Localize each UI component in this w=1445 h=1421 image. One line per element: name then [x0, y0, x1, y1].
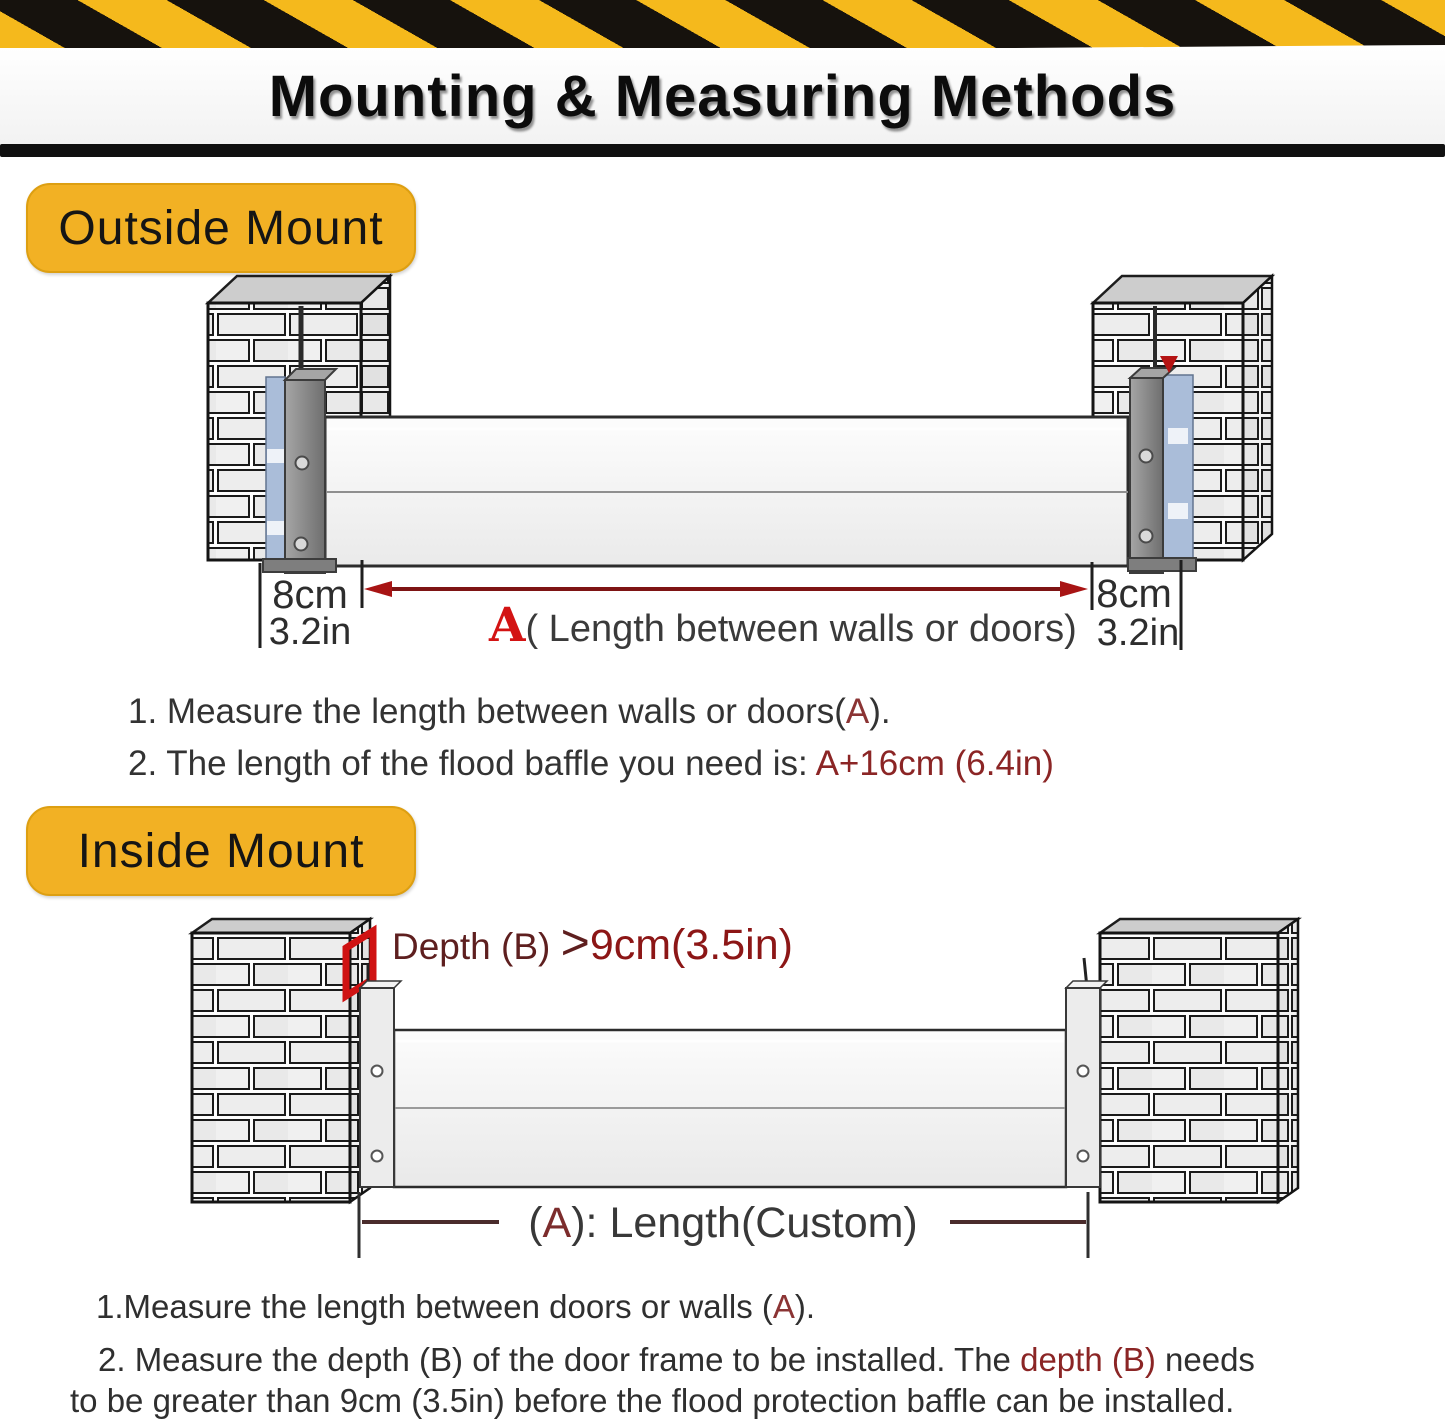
screw-hole [1140, 450, 1153, 463]
gasket-mark [1168, 428, 1188, 444]
bracket-base [1128, 558, 1196, 571]
left-frame-bracket [360, 981, 401, 1187]
flood-barrier-panel [394, 1030, 1066, 1187]
pillar-front-face [1100, 933, 1278, 1202]
outside-mount-badge [26, 183, 416, 273]
outside-mount-diagram [0, 270, 1445, 690]
gasket-mark [1168, 503, 1188, 519]
gasket-mark [267, 449, 284, 463]
outside-step-1: 1. Measure the length between walls or doors(A). [128, 692, 891, 731]
bracket-top [360, 981, 401, 988]
hazard-stripe-banner [0, 0, 1445, 55]
screw-hole [296, 457, 309, 470]
inside-mount-diagram [0, 900, 1445, 1300]
screw-hole [1078, 1066, 1089, 1077]
bracket-top [1066, 981, 1107, 988]
arrowhead-right-icon [1060, 581, 1088, 597]
bracket-base [263, 559, 336, 572]
flood-barrier-panel [325, 417, 1128, 566]
inside-step-2-continued: to be greater than 9cm (3.5in) before the flood protection baffle can be installed. [70, 1382, 1235, 1419]
depth-label: Depth (B) >9cm(3.5in) [392, 914, 793, 970]
gasket-strip [1163, 375, 1193, 568]
screw-hole [1078, 1151, 1089, 1162]
dim-left-cm: 8cm [272, 573, 348, 617]
dim-right-in: 3.2in [1096, 612, 1180, 654]
length-label: A( Length between walls or doors) [489, 598, 1077, 653]
inside-mount-label: Inside Mount [77, 824, 365, 878]
left-mounting-bracket [263, 369, 336, 573]
dim-left-in: 3.2in [268, 611, 352, 653]
inside-step-1: 1.Measure the length between doors or walls (A). [96, 1288, 816, 1325]
bracket-body [1130, 378, 1163, 573]
right-mounting-bracket [1128, 356, 1196, 573]
pillar-top-cap [208, 276, 390, 303]
pillar-front-face [192, 933, 350, 1202]
pillar-side-face [1243, 276, 1272, 560]
pillar-top-cap [1100, 919, 1298, 933]
outside-dimensions [260, 560, 1181, 654]
pillar-top-cap [192, 919, 370, 933]
length-custom-label: (A): Length(Custom) [528, 1199, 918, 1247]
screw-hole [1140, 530, 1153, 543]
left-brick-pillar [192, 919, 373, 1202]
screw-hole [295, 538, 308, 551]
page-title: Mounting & Measuring Methods [268, 64, 1177, 129]
gasket-strip [266, 377, 285, 571]
pillar-side-face [1278, 919, 1298, 1202]
arrowhead-left-icon [364, 581, 392, 597]
inside-dimensions [359, 1192, 1088, 1258]
inside-mount-badge [26, 806, 416, 896]
outside-step-2: 2. The length of the flood baffle you need is: A+16cm (6.4in) [128, 744, 1054, 783]
right-frame-bracket [1066, 958, 1107, 1187]
title-band [0, 48, 1445, 145]
screw-hole [372, 1066, 383, 1077]
inside-step-2: 2. Measure the depth (B) of the door frame to be installed. The depth (B) needs [98, 1341, 1255, 1378]
right-brick-pillar [1100, 919, 1298, 1202]
gasket-mark [267, 521, 284, 535]
screw-hole [372, 1151, 383, 1162]
dim-right-cm: 8cm [1096, 572, 1172, 616]
pillar-top-cap [1093, 276, 1272, 303]
outside-mount-label: Outside Mount [58, 201, 384, 255]
header-divider [0, 144, 1445, 157]
